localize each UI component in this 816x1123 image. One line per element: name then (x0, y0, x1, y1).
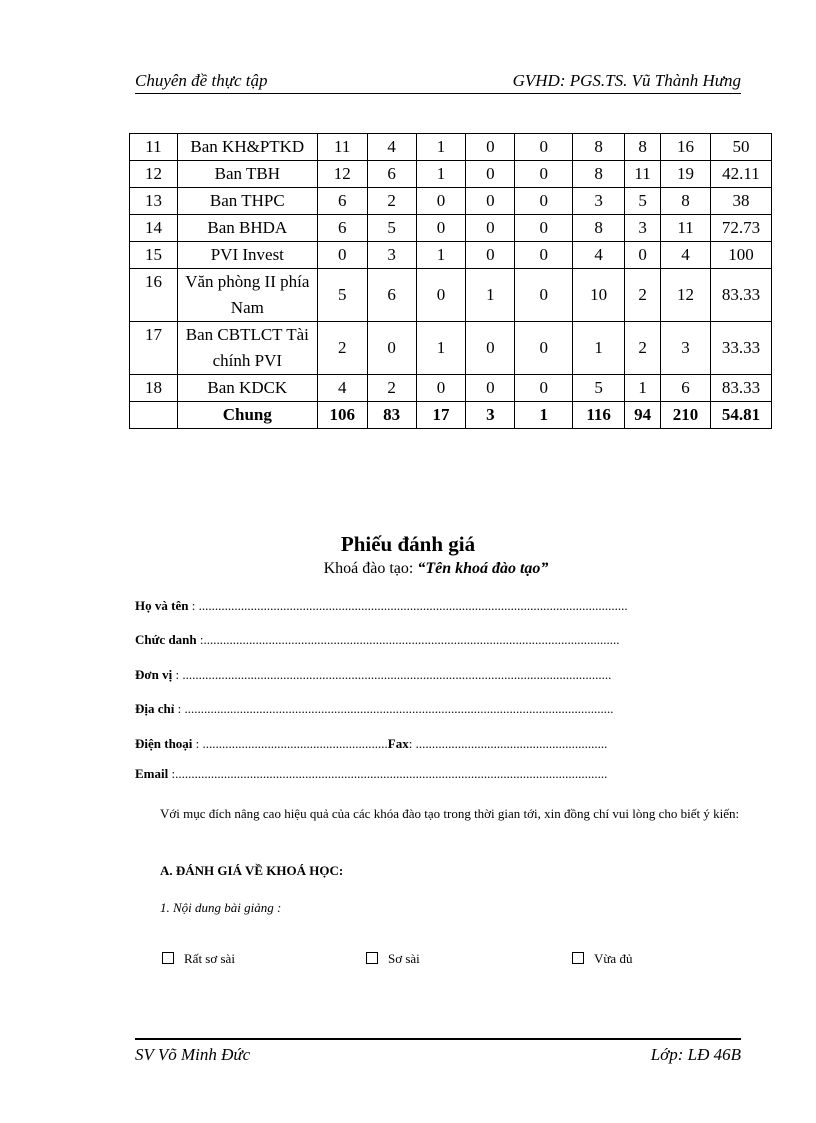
table-row (130, 161, 772, 188)
phone-label: Điện thoại (135, 736, 193, 751)
unit-name: Ban BHDA (177, 215, 317, 242)
option-sufficient[interactable] (572, 951, 632, 967)
table-cell: 6 (367, 161, 416, 188)
option-label: Sơ sài (388, 951, 420, 966)
table-cell: 4 (317, 375, 367, 402)
table-cell: 1 (625, 375, 661, 402)
table-cell: 1 (466, 269, 515, 322)
table-cell: 38 (710, 188, 771, 215)
table-cell: 2 (367, 375, 416, 402)
table-cell: 0 (625, 242, 661, 269)
table-cell: 0 (317, 242, 367, 269)
table-row (130, 242, 772, 269)
question-1: 1. Nội dung bài giảng : (160, 900, 282, 915)
unit-name: Ban CBTLCT Tài chính PVI (177, 322, 317, 375)
option-sketchy[interactable] (366, 951, 420, 967)
row-index: 12 (130, 161, 178, 188)
table-cell: 8 (573, 161, 625, 188)
row-index: 16 (130, 269, 178, 322)
table-cell: 12 (661, 269, 711, 322)
table-cell: 0 (515, 269, 573, 322)
row-index: 14 (130, 215, 178, 242)
table-cell: 72.73 (710, 215, 771, 242)
table-cell: 94 (625, 402, 661, 429)
table-cell: 106 (317, 402, 367, 429)
unit-name: Ban KH&PTKD (177, 134, 317, 161)
table-cell: 17 (416, 402, 466, 429)
table-cell: 3 (466, 402, 515, 429)
table-cell: 0 (466, 134, 515, 161)
field-dots: ..................................................................................................................................... (175, 766, 608, 781)
fax-label: Fax (387, 736, 409, 751)
table-cell: 210 (661, 402, 711, 429)
unit-name: Văn phòng II phía Nam (177, 269, 317, 322)
table-cell: 100 (710, 242, 771, 269)
field-label: Email (135, 766, 169, 781)
intro-paragraph: Với mục đích nâng cao hiệu quả của các khóa đào tạo trong thời gian tới, xin đồng chí vui lòng cho biết ý kiến: (160, 806, 740, 821)
row-index: 13 (130, 188, 178, 215)
course-label: Khoá đào tạo: (323, 560, 418, 577)
table-cell: 6 (367, 269, 416, 322)
table-cell: 0 (416, 188, 466, 215)
table-cell: 8 (661, 188, 711, 215)
unit-name: Ban TBH (177, 161, 317, 188)
table-cell: 5 (367, 215, 416, 242)
table-cell: 2 (317, 322, 367, 375)
course-name: “Tên khoá đào tạo” (417, 560, 549, 577)
table-cell: 6 (317, 188, 367, 215)
table-cell: 0 (416, 375, 466, 402)
row-index: 17 (130, 322, 178, 375)
table-cell: 11 (317, 134, 367, 161)
table-cell: 0 (416, 215, 466, 242)
form-subtitle (0, 560, 816, 578)
field-dots: .................................................................................................................................... (182, 667, 612, 682)
unit-field[interactable]: Đơn vị : .................................................................................................................................... (135, 667, 612, 682)
table-cell: 0 (367, 322, 416, 375)
phone-dots: : ......................................................... (192, 736, 388, 751)
field-label: Chức danh (135, 632, 197, 647)
table-cell: 3 (367, 242, 416, 269)
table-row (130, 188, 772, 215)
table-cell: 83.33 (710, 375, 771, 402)
unit-name: Chung (177, 402, 317, 429)
table-cell: 11 (625, 161, 661, 188)
row-index: 11 (130, 134, 178, 161)
table-cell: 6 (317, 215, 367, 242)
field-dots: ................................................................................................................................ (203, 632, 620, 647)
option-very-sketchy[interactable] (162, 951, 235, 967)
table-row (130, 322, 772, 375)
table-cell: 0 (515, 161, 573, 188)
table-cell: 3 (573, 188, 625, 215)
header-left-text: Chuyên đề thực tập (135, 71, 268, 90)
checkbox-icon[interactable] (366, 952, 378, 964)
field-dots: .................................................................................................................................... (198, 598, 628, 613)
training-results-table (129, 133, 772, 429)
table-cell: 0 (466, 188, 515, 215)
table-row (130, 269, 772, 322)
table-cell: 5 (317, 269, 367, 322)
table-cell: 2 (367, 188, 416, 215)
header-right-text: GVHD: PGS.TS. Vũ Thành Hưng (512, 71, 741, 90)
checkbox-icon[interactable] (572, 952, 584, 964)
field-dots: .................................................................................................................................... (184, 701, 614, 716)
table-cell: 4 (573, 242, 625, 269)
table-cell: 4 (367, 134, 416, 161)
table-cell: 1 (573, 322, 625, 375)
table-cell: 8 (625, 134, 661, 161)
table-cell: 0 (515, 375, 573, 402)
field-label: Họ và tên (135, 598, 189, 613)
table-cell: 2 (625, 269, 661, 322)
unit-name: Ban KDCK (177, 375, 317, 402)
table-cell: 54.81 (710, 402, 771, 429)
table-row (130, 375, 772, 402)
table-cell: 0 (466, 215, 515, 242)
table-cell: 6 (661, 375, 711, 402)
table-cell: 0 (515, 242, 573, 269)
position-field[interactable]: Chức danh :................................................................................................................................ (135, 632, 620, 647)
table-body (130, 134, 772, 429)
page-header (135, 71, 741, 94)
footer-right-text: Lớp: LĐ 46B (650, 1045, 741, 1064)
page-footer (135, 1038, 741, 1069)
table-row (130, 215, 772, 242)
table-cell: 42.11 (710, 161, 771, 188)
table-cell: 8 (573, 134, 625, 161)
phone-fax-field[interactable] (135, 736, 735, 752)
table-cell: 19 (661, 161, 711, 188)
option-label: Rất sơ sài (184, 951, 235, 966)
table-cell: 0 (466, 375, 515, 402)
table-cell: 0 (515, 134, 573, 161)
table-cell: 1 (515, 402, 573, 429)
row-index: 18 (130, 375, 178, 402)
row-index: 15 (130, 242, 178, 269)
table-cell: 8 (573, 215, 625, 242)
table-cell: 0 (515, 322, 573, 375)
table-cell: 3 (661, 322, 711, 375)
table-cell: 4 (661, 242, 711, 269)
table-cell: 0 (515, 188, 573, 215)
address-field[interactable]: Địa chỉ : .................................................................................................................................... (135, 701, 614, 716)
section-a-heading: A. ĐÁNH GIÁ VỀ KHOÁ HỌC: (160, 863, 344, 878)
table-cell: 0 (466, 242, 515, 269)
table-cell: 33.33 (710, 322, 771, 375)
fax-dots: : ........................................................... (408, 736, 608, 751)
table-cell: 50 (710, 134, 771, 161)
field-label: Địa chỉ (135, 701, 175, 716)
table-cell: 0 (466, 322, 515, 375)
table-cell: 0 (416, 269, 466, 322)
unit-name: Ban THPC (177, 188, 317, 215)
table-cell: 1 (416, 322, 466, 375)
table-row (130, 134, 772, 161)
form-title: Phiếu đánh giá (340, 532, 476, 556)
table-cell: 3 (625, 215, 661, 242)
email-field[interactable]: Email :..................................................................................................................................... (135, 766, 608, 781)
name-field[interactable]: Họ và tên : .................................................................................................................................... (135, 598, 628, 613)
table-cell: 0 (515, 215, 573, 242)
table-cell: 1 (416, 161, 466, 188)
table-cell: 10 (573, 269, 625, 322)
table-cell: 5 (573, 375, 625, 402)
table-total-row (130, 402, 772, 429)
table-cell: 12 (317, 161, 367, 188)
footer-left-text: SV Võ Minh Đức (135, 1045, 251, 1064)
table-cell: 5 (625, 188, 661, 215)
table-cell: 83.33 (710, 269, 771, 322)
unit-name: PVI Invest (177, 242, 317, 269)
table-cell: 16 (661, 134, 711, 161)
table-cell: 1 (416, 242, 466, 269)
option-label: Vừa đủ (594, 951, 633, 966)
row-index (130, 402, 178, 429)
table-cell: 11 (661, 215, 711, 242)
table-cell: 116 (573, 402, 625, 429)
table-cell: 2 (625, 322, 661, 375)
checkbox-icon[interactable] (162, 952, 174, 964)
table-cell: 83 (367, 402, 416, 429)
field-label: Đơn vị (135, 667, 173, 682)
table-cell: 0 (466, 161, 515, 188)
table-cell: 1 (416, 134, 466, 161)
